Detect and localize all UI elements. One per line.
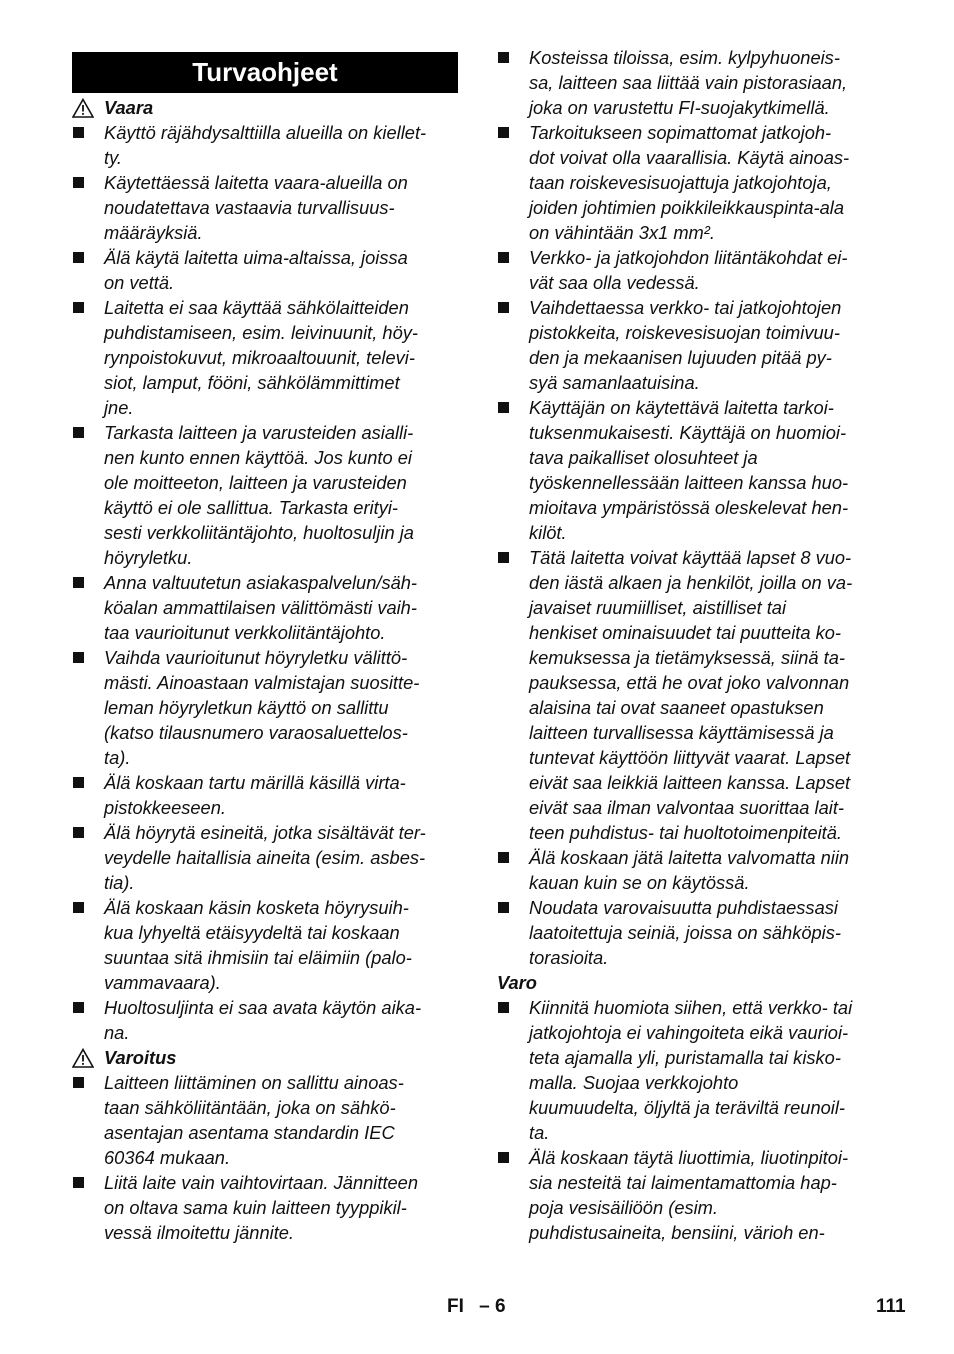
list-item: [497, 45, 887, 120]
list-item: [72, 645, 460, 770]
item-text-line: eivät saa leikkiä laitteen kanssa. Lapset: [529, 772, 851, 793]
caution-heading: [497, 970, 887, 995]
item-text-line: jne.: [104, 397, 134, 418]
item-text-line: nen kunto ennen käyttöä. Jos kunto ei: [104, 447, 412, 468]
item-text-line: tuntevat käyttöön liittyvät vaarat. Lapset: [529, 747, 851, 768]
footer-section-page: – 6: [479, 1296, 506, 1317]
item-text-line: sia nesteitä tai laimentamattomia hap-: [529, 1172, 837, 1193]
bullet-square-icon: [73, 127, 84, 138]
item-text-line: Tätä laitetta voivat käyttää lapset 8 vuo-: [529, 547, 852, 568]
item-text-line: Anna valtuutetun asiakaspalvelun/säh-: [104, 572, 418, 593]
bullet-square-icon: [498, 902, 509, 913]
item-text-line: mioitava ympäristössä oleskelevat hen-: [529, 497, 849, 518]
item-text-line: Vaihda vaurioitunut höyryletku välittö-: [104, 647, 408, 668]
item-text-line: määräyksiä.: [104, 222, 203, 243]
item-text-line: sa, laitteen saa liittää vain pistorasiaan,: [529, 72, 848, 93]
item-text-line: Älä koskaan tartu märillä käsillä virta-: [104, 772, 406, 793]
bullet-square-icon: [498, 1002, 509, 1013]
item-text-line: Laitteen liittäminen on sallittu ainoas-: [104, 1072, 404, 1093]
item-text-line: kuumuudelta, öljyltä ja teräviltä reunoil-: [529, 1097, 846, 1118]
list-item: [497, 120, 887, 245]
item-text-line: joka on varustettu FI-suojakytkimellä.: [529, 97, 830, 118]
item-text-line: taan sähköliitäntään, joka on sähkö-: [104, 1097, 396, 1118]
item-text-line: ty.: [104, 147, 122, 168]
bullet-square-icon: [498, 402, 509, 413]
item-text-line: Älä koskaan täytä liuottimia, liuotinpitoi-: [529, 1147, 849, 1168]
list-item: [72, 170, 460, 245]
item-text-line: alaisina tai ovat saaneet opastuksen: [529, 697, 824, 718]
danger-heading: [72, 95, 460, 120]
item-text-line: kilöt.: [529, 522, 567, 543]
item-text-line: leman höyryletkun käyttö on sallittu: [104, 697, 389, 718]
right-top-list: [497, 45, 887, 970]
item-text-line: Liitä laite vain vaihtovirtaan. Jännitteen: [104, 1172, 419, 1193]
item-text-line: na.: [104, 1022, 130, 1043]
item-text-line: höyryletku.: [104, 547, 193, 568]
item-text-line: Älä käytä laitetta uima-altaissa, joissa: [104, 247, 408, 268]
item-text-line: laitteen turvallisessa käyttämisessä ja: [529, 722, 834, 743]
bullet-square-icon: [73, 302, 84, 313]
item-text-line: Kosteissa tiloissa, esim. kylpyhuoneis-: [529, 47, 840, 68]
warning-heading: [72, 1045, 460, 1070]
list-item: [72, 770, 460, 820]
item-text-line: Älä koskaan käsin kosketa höyrysuih-: [104, 897, 409, 918]
list-item: [72, 295, 460, 420]
list-item: [72, 570, 460, 645]
item-text-line: tava paikalliset olosuhteet ja: [529, 447, 758, 468]
right-section: [497, 45, 887, 1245]
page-number: 111: [876, 1296, 906, 1317]
item-text-line: käyttö ei ole sallittua. Tarkasta erityi-: [104, 497, 398, 518]
item-text-line: ta).: [104, 747, 131, 768]
item-text-line: 60364 mukaan.: [104, 1147, 231, 1168]
item-text-line: mästi. Ainoastaan valmistajan suositte-: [104, 672, 420, 693]
bullet-square-icon: [73, 1002, 84, 1013]
item-text-line: jatkojohtoja ei vahingoiteta eikä vaurioi-: [529, 1022, 849, 1043]
bullet-square-icon: [498, 52, 509, 63]
item-text-line: Tarkoitukseen sopimattomat jatkojoh-: [529, 122, 832, 143]
bullet-square-icon: [73, 427, 84, 438]
warning-triangle-icon: [72, 1048, 94, 1068]
bullet-square-icon: [498, 127, 509, 138]
list-item: [72, 995, 460, 1045]
item-text-line: pistokkeeseen.: [104, 797, 226, 818]
item-text-line: puhdistusaineita, bensiini, värioh en-: [529, 1222, 825, 1243]
item-text-line: on vettä.: [104, 272, 175, 293]
item-text-line: rynpoistokuvut, mikroaaltouunit, televi-: [104, 347, 415, 368]
item-text-line: Käyttö räjähdysalttiilla alueilla on kiellet-: [104, 122, 427, 143]
item-text-line: on vähintään 3x1 mm².: [529, 222, 715, 243]
bullet-square-icon: [73, 177, 84, 188]
item-text-line: vät saa olla vedessä.: [529, 272, 700, 293]
item-text-line: suuntaa sitä ihmisiin tai eläimiin (palo-: [104, 947, 412, 968]
list-item: [497, 995, 887, 1145]
item-text-line: den iästä alkaen ja henkilöt, joilla on va-: [529, 572, 853, 593]
item-text-line: Huoltosuljinta ei saa avata käytön aika-: [104, 997, 422, 1018]
item-text-line: ole moitteeton, laitteen ja varusteiden: [104, 472, 407, 493]
bullet-square-icon: [73, 902, 84, 913]
item-text-line: Kiinnitä huomiota siihen, että verkko- tai: [529, 997, 853, 1018]
list-item: [72, 120, 460, 170]
item-text-line: Laitetta ei saa käyttää sähkölaitteiden: [104, 297, 409, 318]
item-text-line: Älä höyrytä esineitä, jotka sisältävät ter-: [104, 822, 426, 843]
item-text-line: Tarkasta laitteen ja varusteiden asialli-: [104, 422, 414, 443]
caution-heading-label: Varo: [497, 972, 537, 993]
item-text-line: Käytettäessä laitetta vaara-alueilla on: [104, 172, 408, 193]
item-text-line: siot, lamput, fööni, sähkölämmittimet: [104, 372, 400, 393]
item-text-line: teen puhdistus- tai huoltotoimenpiteitä.: [529, 822, 843, 843]
list-item: [497, 845, 887, 895]
item-text-line: taa vaurioitunut verkkoliitäntäjohto.: [104, 622, 386, 643]
warning-list: [72, 1070, 460, 1245]
bullet-square-icon: [73, 1077, 84, 1088]
item-text-line: malla. Suojaa verkkojohto: [529, 1072, 739, 1093]
list-item: [72, 1170, 460, 1245]
item-text-line: poja vesisäiliöön (esim.: [529, 1197, 718, 1218]
item-text-line: teta ajamalla yli, puristamalla tai kisko-: [529, 1047, 841, 1068]
list-item: [497, 395, 887, 545]
section-title: Turvaohjeet: [72, 52, 458, 93]
item-text-line: sesti verkkoliitäntäjohto, huoltosuljin ja: [104, 522, 414, 543]
item-text-line: laatoitettuja seiniä, joissa on sähköpis-: [529, 922, 841, 943]
item-text-line: työskennellessään laitteen kanssa huo-: [529, 472, 849, 493]
item-text-line: on oltava sama kuin laitteen tyyppikil-: [104, 1197, 407, 1218]
list-item: [72, 420, 460, 570]
warning-triangle-icon: [72, 98, 94, 118]
item-text-line: dot voivat olla vaarallisia. Käytä ainoas-: [529, 147, 850, 168]
footer-section: [447, 1296, 506, 1318]
item-text-line: den ja mekaanisen lujuuden pitää py-: [529, 347, 832, 368]
list-item: [72, 1070, 460, 1170]
item-text-line: kemuksessa ja tietämyksessä, siinä ta-: [529, 647, 845, 668]
item-text-line: noudatettava vastaavia turvallisuus-: [104, 197, 395, 218]
list-item: [497, 895, 887, 970]
warning-heading-label: Varoitus: [104, 1047, 177, 1068]
list-item: [497, 295, 887, 395]
item-text-line: Älä koskaan jätä laitetta valvomatta niin: [529, 847, 850, 868]
danger-list: [72, 120, 460, 1045]
item-text-line: eivät saa ilman valvontaa suorittaa lait-: [529, 797, 845, 818]
list-item: [497, 1145, 887, 1245]
danger-heading-label: Vaara: [104, 97, 154, 118]
item-text-line: kua lyhyeltä etäisyydeltä tai koskaan: [104, 922, 400, 943]
item-text-line: Käyttäjän on käytettävä laitetta tarkoi-: [529, 397, 834, 418]
bullet-square-icon: [498, 552, 509, 563]
item-text-line: puhdistamiseen, esim. leivinuunit, höy-: [104, 322, 418, 343]
item-text-line: köalan ammattilaisen välittömästi vaih-: [104, 597, 417, 618]
item-text-line: joiden johtimien poikkileikkauspinta-ala: [529, 197, 845, 218]
item-text-line: torasioita.: [529, 947, 609, 968]
footer-language: FI: [447, 1296, 464, 1317]
list-item: [497, 545, 887, 845]
item-text-line: javaiset ruumiilliset, aistilliset tai: [529, 597, 787, 618]
caution-list: [497, 995, 887, 1245]
item-text-line: veydelle haitallisia aineita (esim. asbes-: [104, 847, 426, 868]
bullet-square-icon: [73, 577, 84, 588]
item-text-line: asentajan asentama standardin IEC: [104, 1122, 395, 1143]
item-text-line: Vaihdettaessa verkko- tai jatkojohtojen: [529, 297, 842, 318]
item-text-line: Verkko- ja jatkojohdon liitäntäkohdat ei-: [529, 247, 848, 268]
bullet-square-icon: [498, 302, 509, 313]
list-item: [72, 245, 460, 295]
list-item: [497, 245, 887, 295]
bullet-square-icon: [73, 777, 84, 788]
bullet-square-icon: [73, 652, 84, 663]
bullet-square-icon: [73, 252, 84, 263]
bullet-square-icon: [73, 827, 84, 838]
danger-section: [72, 95, 460, 1245]
item-text-line: syä samanlaatuisina.: [529, 372, 700, 393]
item-text-line: vessä ilmoitettu jännite.: [104, 1222, 295, 1243]
bullet-square-icon: [498, 252, 509, 263]
item-text-line: vammavaara).: [104, 972, 221, 993]
item-text-line: kauan kuin se on käytössä.: [529, 872, 750, 893]
list-item: [72, 820, 460, 895]
item-text-line: henkiset ominaisuudet tai puutteita ko-: [529, 622, 841, 643]
bullet-square-icon: [73, 1177, 84, 1188]
item-text-line: (katso tilausnumero varaosaluettelos-: [104, 722, 408, 743]
item-text-line: pistokkeita, roiskevesisuojan toimivuu-: [529, 322, 840, 343]
item-text-line: taan roiskevesisuojattuja jatkojohtoja,: [529, 172, 832, 193]
item-text-line: tia).: [104, 872, 135, 893]
bullet-square-icon: [498, 852, 509, 863]
item-text-line: Noudata varovaisuutta puhdistaessasi: [529, 897, 838, 918]
bullet-square-icon: [498, 1152, 509, 1163]
item-text-line: pauksessa, että he ovat joko valvonnan: [529, 672, 850, 693]
list-item: [72, 895, 460, 995]
item-text-line: ta.: [529, 1122, 550, 1143]
item-text-line: tuksenmukaisesti. Käyttäjä on huomioi-: [529, 422, 847, 443]
